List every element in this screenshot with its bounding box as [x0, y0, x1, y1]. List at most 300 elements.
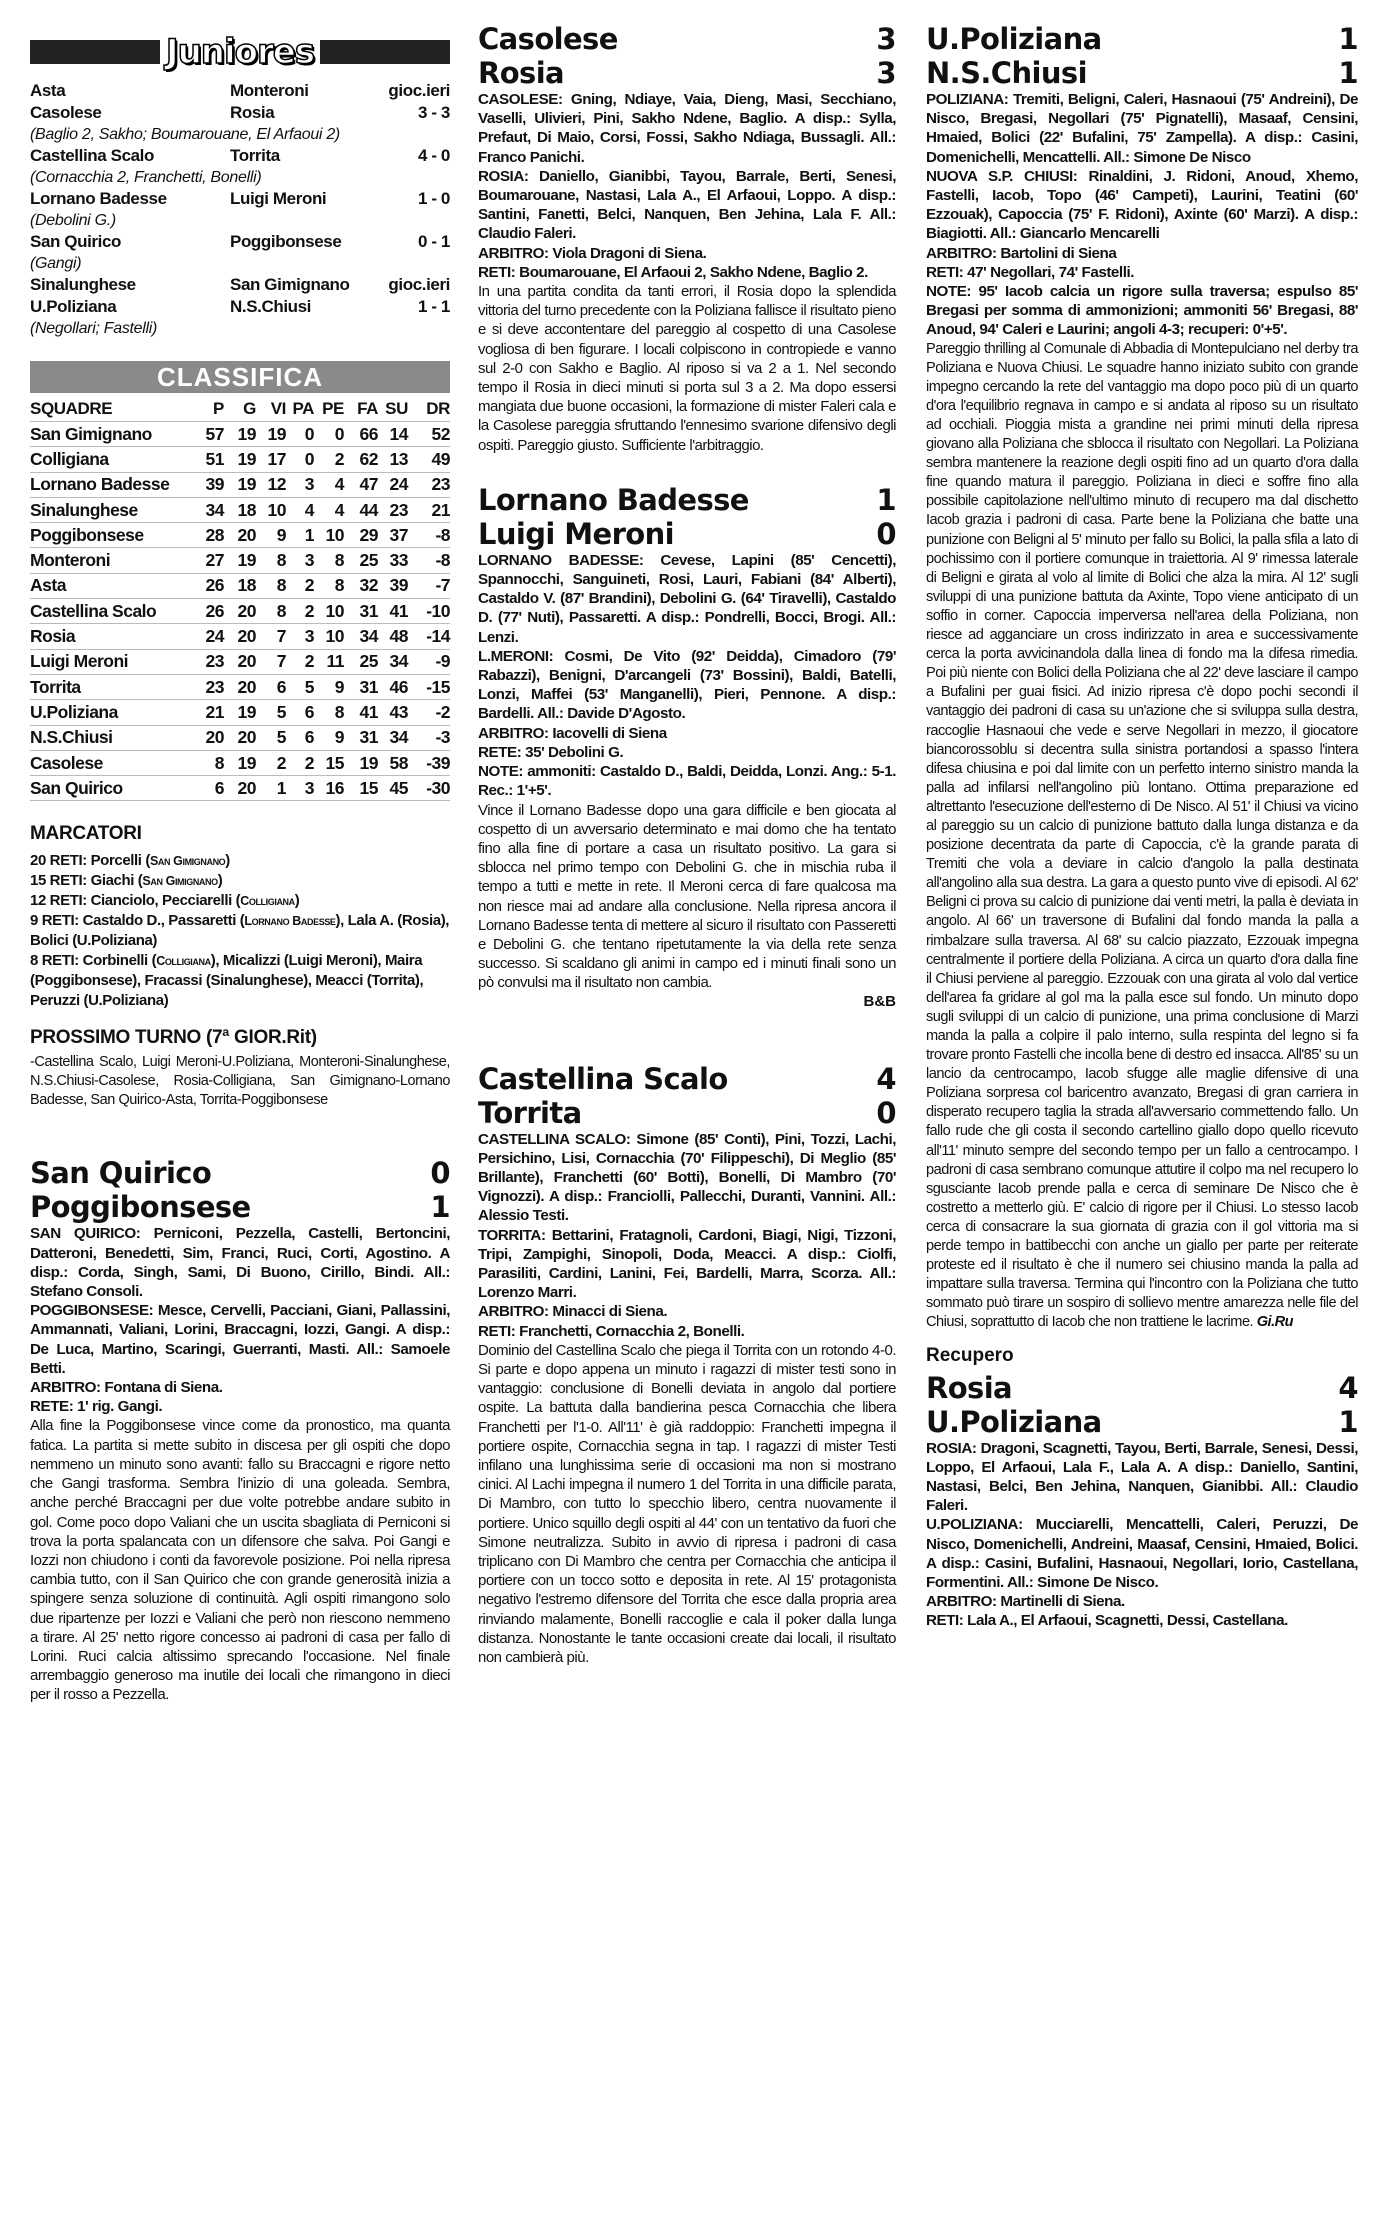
stat-cell: 19: [224, 750, 256, 775]
lineup-away: U.POLIZIANA: Mucciarelli, Mencattelli, Caleri, Peruzzi, De Nisco, Domenichelli, Andreini, Maasaf, Censini, Hmaied, Bolici. A disp.: Casini, Bufalini, Hasnaoui, Negollari, Iorio, Castellana, Formentini. All.: Simone De Nisco.: [926, 1516, 1358, 1591]
stat-cell: -8: [408, 548, 450, 573]
classifica-row: [30, 599, 450, 624]
away-team: U.Poliziana: [926, 1404, 1102, 1439]
stat-cell: 5: [256, 725, 286, 750]
team-name: Castellina Scalo: [30, 599, 190, 624]
stat-cell: 41: [378, 599, 408, 624]
classifica-header-cell: P: [190, 397, 224, 422]
stat-cell: 34: [344, 624, 378, 649]
classifica-row: [30, 523, 450, 548]
marcatori-tail: ), Lala A. (Rosia), Bolici (U.Poliziana): [30, 912, 450, 950]
match-sanquirico: [30, 1156, 450, 1704]
classifica-row: [30, 649, 450, 674]
classifica-header-cell: SQUADRE: [30, 397, 190, 422]
result-row: [30, 145, 450, 167]
stat-cell: -7: [408, 573, 450, 598]
stat-cell: 15: [344, 776, 378, 801]
result-score: 1 - 1: [417, 297, 450, 316]
stat-cell: 34: [378, 725, 408, 750]
stat-cell: 39: [378, 573, 408, 598]
match-casolese: [478, 22, 896, 455]
reti: RETE: 35' Debolini G.: [478, 743, 624, 761]
match-head-home: [478, 483, 896, 517]
column-left: [30, 0, 450, 1705]
team-name: Poggibonsese: [30, 523, 190, 548]
result-score: gioc.ieri: [388, 81, 450, 100]
stat-cell: 31: [344, 725, 378, 750]
away-score: 3: [876, 56, 896, 90]
result-home: Sinalunghese: [30, 275, 136, 294]
result-away: N.S.Chiusi: [230, 297, 312, 316]
match-report: Alla fine la Poggibonsese vince come da pronostico, ma quanta fatica. La partita si mette subito in discesa per gli ospiti che dopo nemmeno un minuto sono avanti: fallo su Braccagni e rigore netto che Gangi trasforma. Sembra l'inizio di una goleada. Sembra, anche perché Braccagni per due volte potrebbe andare subito in gol. Come poco dopo Valiani che un uscita sbagliata di Perniconi si trova la porta spalancata con un difensore che salva. Poi Gangi e Iozzi non chiudono i conti da favorevole posizione. Poi nella ripresa cambia tutto, con il San Quirico che con grande generosità inizia a spingere senza soluzione di continuità. Agli ospiti rimangono solo due ripartenze per Iozzi e Valiani che però non riescono nemmeno a tirare. Al 25' netto rigore concesso ai padroni di casa per fallo di Lorini. Ruci calcia altissimo sprecando l'occasione. Nel finale arrembaggio generoso ma inutile dei locali che rimangono in dieci per il rosso a Pezzella.: [30, 1417, 450, 1704]
stat-cell: 20: [224, 725, 256, 750]
stat-cell: 52: [408, 422, 450, 447]
lineup-home: CASTELLINA SCALO: Simone (85' Conti), Pini, Tozzi, Lachi, Persichino, Lisi, Cornacchia (70' Filippeschi), Di Meglio (85' Brillante), Franchetti (60' Botti), Bonelli, Di Mambro (70' Vignozzi). A disp.: Franciolli, Pallecchi, Duranti, Vannini. All.: Alessio Testi.: [478, 1130, 896, 1225]
stat-cell: 23: [190, 649, 224, 674]
marcatori-team: Colligiana: [240, 894, 295, 909]
home-score: 0: [430, 1156, 450, 1191]
stat-cell: 4: [314, 472, 344, 497]
stat-cell: -3: [408, 725, 450, 750]
classifica-table: [30, 397, 450, 801]
stat-cell: -8: [408, 523, 450, 548]
stat-cell: 46: [378, 674, 408, 699]
home-team: Castellina Scalo: [478, 1061, 728, 1096]
result-scorers: (Negollari; Fastelli): [30, 320, 158, 337]
marcatori-lead: 20 RETI: Porcelli (: [30, 852, 150, 870]
marcatori-title: MARCATORI: [30, 823, 142, 845]
marcatori-team: San Gimignano: [149, 854, 226, 869]
stat-cell: 29: [344, 523, 378, 548]
marcatori-list: [30, 851, 450, 1011]
result-score: 0 - 1: [417, 232, 450, 251]
match-head-away: [478, 517, 896, 551]
stat-cell: 10: [314, 523, 344, 548]
lineup-away: TORRITA: Bettarini, Fratagnoli, Cardoni, Biagi, Nigi, Tizzoni, Tripi, Zampighi, Sinopoli, Doda, Meacci. A disp.: Ciolfi, Parasiliti, Cardini, Lanini, Fei, Bardelli, Marra, Scorza. All.: Lorenzo Marri.: [478, 1226, 896, 1302]
stat-cell: 21: [408, 497, 450, 522]
result-home: Castellina Scalo: [30, 146, 154, 165]
result-row: [30, 274, 450, 296]
stat-cell: 7: [256, 624, 286, 649]
match-head-home: [30, 1156, 450, 1190]
stat-cell: 31: [344, 674, 378, 699]
stat-cell: 31: [344, 599, 378, 624]
marcatori-line: [30, 891, 450, 911]
match-head-home: [926, 1371, 1358, 1405]
stat-cell: 3: [286, 548, 314, 573]
classifica-header-cell: FA: [344, 397, 378, 422]
marcatori-line: [30, 951, 450, 1011]
stat-cell: 2: [256, 750, 286, 775]
marcatori-line: [30, 851, 450, 871]
away-team: Poggibonsese: [30, 1190, 251, 1225]
stat-cell: 34: [378, 649, 408, 674]
classifica-row: [30, 624, 450, 649]
classifica-row: [30, 422, 450, 447]
stat-cell: 25: [344, 548, 378, 573]
team-name: Monteroni: [30, 548, 190, 573]
stat-cell: 0: [286, 422, 314, 447]
stat-cell: -2: [408, 700, 450, 725]
stat-cell: 13: [378, 447, 408, 472]
stat-cell: 19: [224, 447, 256, 472]
match-head-home: [926, 22, 1358, 56]
stat-cell: 3: [286, 624, 314, 649]
classifica-header-cell: DR: [408, 397, 450, 422]
stat-cell: 20: [224, 624, 256, 649]
team-name: Casolese: [30, 750, 190, 775]
results-list: [30, 80, 450, 339]
stat-cell: 2: [286, 750, 314, 775]
match-recupero: [926, 1371, 1358, 1631]
team-name: Colligiana: [30, 447, 190, 472]
stat-cell: 57: [190, 422, 224, 447]
note: NOTE: ammoniti: Castaldo D., Baldi, Deidda, Lonzi. Ang.: 5-1. Rec.: 1'+5'.: [478, 763, 896, 800]
result-scorers: (Debolini G.): [30, 212, 116, 229]
match-report: Dominio del Castellina Scalo che piega il Torrita con un rotondo 4-0. Si parte e dopo appena un minuto i ragazzi di mister testi sono in vantaggio: conclusione di Bonelli deviata in angolo dal portiere ospite. La battuta dalla bandierina pesca Cornacchia che libera Franchetti per l'1-0. All'11' è già raddoppio: Franchetti impegna il portiere ospite, Cornacchia segna in tap. I ragazzi di mister Testi infilano una lunghissima serie di occasioni ma non si mostrano cinici. Al Lachi impegna il numero 1 del Torrita in una difficile parata, Di Mambro, con tutto lo specchio libero, centra nuovamente il portiere. Unico squillo degli ospiti al 44' con un tentativo da fuori che Simone neutralizza. Subito in avvio di ripresa i padroni di casa triplicano con Di Mambro che centra per Cornacchia che anticipa il portiere con un tocco sotto e deposita in rete. Al 15' protagonista negativo l'estremo difensore del Torrita che esce dalla propria area rinviando malamente, Bonelli raccoglie e cala il poker dalla lunga distanza. Nonostante le tante occasioni create dai locali, il risultato non cambierà più.: [478, 1341, 896, 1667]
lineup-home: SAN QUIRICO: Perniconi, Pezzella, Castelli, Bertoncini, Datteroni, Benedetti, Sim, Franci, Ruci, Corti, Agostino. A disp.: Corda, Singh, Sami, Di Buono, Cirillo, Bindi. All.: Stefano Consoli.: [30, 1225, 450, 1301]
stat-cell: -30: [408, 776, 450, 801]
result-home: Lornano Badesse: [30, 189, 167, 208]
stat-cell: 18: [224, 497, 256, 522]
stat-cell: 28: [190, 523, 224, 548]
column-right: [926, 0, 1358, 1631]
result-away: Rosia: [230, 103, 275, 122]
stat-cell: 1: [256, 776, 286, 801]
classifica-header-cell: SU: [378, 397, 408, 422]
reti: RETE: 1' rig. Gangi.: [30, 1398, 163, 1416]
stat-cell: 8: [314, 573, 344, 598]
home-score: 1: [876, 482, 896, 517]
juniores-title: Juniores: [160, 32, 320, 72]
match-head-away: [926, 56, 1358, 90]
stat-cell: -14: [408, 624, 450, 649]
stat-cell: 4: [286, 497, 314, 522]
team-name: Lornano Badesse: [30, 472, 190, 497]
stat-cell: 2: [286, 573, 314, 598]
stat-cell: 33: [378, 548, 408, 573]
stat-cell: 9: [314, 674, 344, 699]
column-middle: [478, 0, 896, 1667]
stat-cell: 10: [256, 497, 286, 522]
home-team: Rosia: [926, 1370, 1013, 1405]
match-report-text: Pareggio thrilling al Comunale di Abbadia di Montepulciano nel derby tra Poliziana e Nuova Chiusi. Le squadre hanno iniziato subito con grande impegno cercando la rete del vantaggio ma dopo poco più di un quarto d'ora l'equilibrio regnava in campo e si andata al riposo su un risultato ad occhiali. Pioggia mista a grandine nei primi minuti della ripresa giovano alla Poliziana che sblocca il risultato con Negollari. La Poliziana sembra mantenere la reazione degli ospiti fino ad un quarto d'ora dalla fine quando matura il pareggio. Poliziana in dieci e soffre fino alla possibile capitolazione nell'ultimo minuto di recupero ma dal dischetto Iacob grazia i padroni di casa. Parte bene la Poliziana che batte una punizione con Beligni al 5' minuto per fallo su Bolici, la palla sfila a lato di pochissimo con il portiere comunque in traiettoria. Al 9' rimessa laterale di Beligni e girata al volo al limite di Bolici che alza la mira. Al 12' sugli sviluppi di una punizione battuta da Axinte, Topo viene anticipato di un soffio in corner. Capoccia imperversa nell'area della Poliziana, non riesce ad agganciare un cross indirizzato in area e successivamente cerca la porta avvicinandola dalla linea di fondo ma la difesa rimedia. Poi più niente con Bolici della Poliziana che al 22' deve lasciare il campo a Bufalini per guai fisici. Ad inizio ripresa c'è dopo pochi secondi il vantaggio dei padroni di casa su un'azione che si sviluppa sulla destra, raccoglie Hasnaoui che vede e serve Negollari in mezzo, il giocatore biancorossoblu si decentra sulla sinistra portandosi a spasso l'intera difesa chiusina e poi dal limite con un perfetto interno sinistro manda la palla ad infilarsi nell'angolino più lontano. Ottima preparazione ed altrettanto l'esecuzione dell'esterno di De Nisco. Al 51' il Chiusi va vicino al pareggio su un calcio di punizione battuto dalla lunga distanza e da posizione decentrata da parte di Capoccia, c'è la grande parata di Tremiti che vola a deviare in calcio d'angolo la palla destinata all'angolino alla sua destra. La gara a questo punto vive di episodi. Al 62' Beligni ci prova su calcio di punizione dai venti metri, la palla è deviata in angolo. Al 66' un traversone di Bufalini dal fondo manda la palla a rimbalzare sulla traversa. Al 68' su calcio piazzato, Ezzouak impegna centralmente il portiere della Poliziana. A circa un quarto d'ora dalla fine il Chiusi perviene al pareggio. Ezzouak con una girata al volo dal vertice dell'area fa gridare al gol ma la palla esce sul fondo. Un minuto dopo sugli sviluppi di un calcio di punizione, una prima conclusione di Marzi manda la palla a colpire il palo interno, sulla respinta del legno si fa trovare pronto Fastelli che incolla bene di destro ed insacca. All'85' su un lancio da centrocampo, Iacob sfugge alle maglie difensive di una Poliziana sorpresa col baricentro avanzato, Bregasi di gran carriera in disperato recupero taglia la strada all'avversario commettendo fallo. Un fallo rude che gli costa il secondo cartellino giallo dopo quello ricevuto all'11' minuto sempre del secondo tempo per un fallo a centrocampo. I padroni di casa sembrano comunque attutire il colpo ma nel recupero lo sgusciante Iacob prende palla e cerca di seminare De Nisco che è costretto a metterlo giù. E' calcio di rigore per il Chiusi. Lo stesso Iacob cerca di consacrare la sua giornata di grazia con il gol vittoria ma si perde tempo in battibecchi con anche un giallo per parte per reiterate proteste ed il risultato è che il numero sei chiusino manda la palla ad impattare sulla traversa. Termina qui l'incontro con la Poliziana che tutto sommato può tirare un sospiro di sollievo mentre amarezza nelle file del Chiusi, soprattutto di Iacob che non trattiene le lacrime.: [926, 340, 1358, 1331]
stat-cell: 19: [224, 472, 256, 497]
note: NOTE: 95' Iacob calcia un rigore sulla traversa; espulso 85' Bregasi per somma di ammonizioni; ammoniti 56' Bregasi, 88' Anoud, 94' Caleri e Laurini; angoli 4-3; recuperi: 0'+5'.: [926, 283, 1358, 339]
arbitro: ARBITRO: Martinelli di Siena.: [926, 1593, 1125, 1611]
classifica-row: [30, 548, 450, 573]
stat-cell: 32: [344, 573, 378, 598]
reti: RETI: Franchetti, Cornacchia 2, Bonelli.: [478, 1322, 745, 1340]
away-score: 1: [430, 1190, 450, 1225]
stat-cell: 8: [256, 599, 286, 624]
lineup-away: POGGIBONSESE: Mesce, Cervelli, Pacciani, Giani, Pallassini, Ammannati, Valiani, Lorini, Braccagni, Iozzi, Gangi. A disp.: De Luca, Martino, Scaringi, Guerranti, Masti. All.: Samoele Betti.: [30, 1302, 450, 1377]
stat-cell: 14: [378, 422, 408, 447]
marcatori-line: [30, 911, 450, 951]
away-team: N.S.Chiusi: [926, 56, 1087, 90]
away-team: Torrita: [478, 1095, 582, 1130]
stat-cell: 16: [314, 776, 344, 801]
arbitro: ARBITRO: Viola Dragoni di Siena.: [478, 244, 707, 262]
home-team: U.Poliziana: [926, 22, 1102, 56]
result-row: [30, 296, 450, 318]
stat-cell: 6: [190, 776, 224, 801]
stat-cell: 2: [314, 447, 344, 472]
arbitro: ARBITRO: Minacci di Siena.: [478, 1303, 668, 1321]
classifica-row: [30, 447, 450, 472]
stat-cell: 0: [286, 447, 314, 472]
result-away: Poggibonsese: [230, 232, 342, 251]
stat-cell: 34: [190, 497, 224, 522]
classifica-header-row: [30, 397, 450, 422]
away-score: 1: [1338, 1404, 1358, 1439]
stat-cell: 27: [190, 548, 224, 573]
match-head-away: [30, 1190, 450, 1224]
lineup-home: LORNANO BADESSE: Cevese, Lapini (85' Cencetti), Spannocchi, Sanguineti, Rosi, Lauri, Fabiani (84' Alberti), Castaldo V. (87' Brandini), Debolini G. (64' Tiravelli), Castaldo D. (77' Nuti), Passaretti. A disp.: Pondrelli, Bocci, Brogi. All.: Lenzi.: [478, 551, 896, 646]
stat-cell: -10: [408, 599, 450, 624]
marcatori-team: Colligiana: [156, 954, 211, 969]
stat-cell: 9: [256, 523, 286, 548]
stat-cell: 10: [314, 624, 344, 649]
result-scorers: (Baglio 2, Sakho; Boumarouane, El Arfaoui 2): [30, 126, 340, 143]
away-score: 0: [876, 1095, 896, 1130]
result-home: Asta: [30, 81, 66, 100]
match-head-home: [478, 22, 896, 56]
stat-cell: 3: [286, 472, 314, 497]
marcatori-tail: ): [217, 872, 223, 890]
stat-cell: 18: [224, 573, 256, 598]
result-row: [30, 231, 450, 253]
stat-cell: 19: [224, 422, 256, 447]
stat-cell: 5: [286, 674, 314, 699]
home-score: 4: [876, 1061, 896, 1096]
home-team: Lornano Badesse: [478, 482, 749, 517]
stat-cell: 6: [286, 725, 314, 750]
stat-cell: 12: [256, 472, 286, 497]
match-report: Vince il Lornano Badesse dopo una gara difficile e ben giocata al cospetto di un avversario determinato e mai domo che ha tentato fino alla fine di portare a casa un risultato positivo. La gara si sblocca nel primo tempo con Debolini G. che in mischia ruba il tempo a tutti e mette in rete. Il Meroni cerca di fare qualcosa ma non riesce mai ad andare alla conclusione. Nella ripresa ancora il Lornano Badesse tenta di mettere al sicuro il risultato con Passeretti e Debolini G. che tentano ripetutamente la via della rete senza successo. Si scaldano gli animi in campo ed i minuti finali sono un pò convulsi ma il risultato non cambia.: [478, 801, 896, 992]
away-score: 0: [876, 516, 896, 551]
lineup-away: NUOVA S.P. CHIUSI: Rinaldini, J. Ridoni, Anoud, Xhemo, Fastelli, Iacob, Topo (46' Campeti), Laurini, Teatini (60' Ezzouak), Capoccia (75' F. Ridoni), Axinte (60' Marzi). A disp.: Biagiotti. All.: Giancarlo Mencarelli: [926, 167, 1358, 243]
classifica-header-cell: PE: [314, 397, 344, 422]
stat-cell: 8: [314, 700, 344, 725]
match-lornano: [478, 483, 896, 1010]
stat-cell: 43: [378, 700, 408, 725]
marcatori-line: [30, 871, 450, 891]
stat-cell: 47: [344, 472, 378, 497]
lineup-away: L.MERONI: Cosmi, De Vito (92' Deidda), Cimadoro (79' Rabazzi), Benigni, D'arcangeli (73' Bossini), Baldi, Batelli, Lonzi, Maffei (53' Manganelli), Pieri, Pennone. A disp.: Bardelli. All.: Davide D'Agosto.: [478, 647, 896, 723]
stat-cell: 44: [344, 497, 378, 522]
away-team: Rosia: [478, 56, 565, 90]
team-name: San Quirico: [30, 776, 190, 801]
stat-cell: 24: [378, 472, 408, 497]
stat-cell: 4: [314, 497, 344, 522]
match-poliziana: [926, 22, 1358, 1333]
stat-cell: 39: [190, 472, 224, 497]
stat-cell: 19: [224, 548, 256, 573]
classifica-row: [30, 573, 450, 598]
classifica-row: [30, 472, 450, 497]
result-away: Monteroni: [230, 81, 309, 100]
stat-cell: -39: [408, 750, 450, 775]
team-name: Asta: [30, 573, 190, 598]
stat-cell: 45: [378, 776, 408, 801]
stat-cell: 20: [224, 776, 256, 801]
stat-cell: 23: [408, 472, 450, 497]
stat-cell: 2: [286, 599, 314, 624]
stat-cell: 8: [314, 548, 344, 573]
stat-cell: 9: [314, 725, 344, 750]
stat-cell: 15: [314, 750, 344, 775]
classifica-body: [30, 422, 450, 801]
result-row: [30, 80, 450, 102]
home-score: 4: [1338, 1370, 1358, 1405]
recupero-label: Recupero: [926, 1344, 1014, 1366]
reti: RETI: Lala A., El Arfaoui, Scagnetti, Dessi, Castellana.: [926, 1612, 1288, 1630]
stat-cell: 20: [224, 599, 256, 624]
stat-cell: 2: [286, 649, 314, 674]
stat-cell: 8: [190, 750, 224, 775]
stat-cell: 10: [314, 599, 344, 624]
classifica-row: [30, 674, 450, 699]
classifica-header-cell: G: [224, 397, 256, 422]
marcatori-team: Lornano Badesse: [244, 914, 336, 929]
stat-cell: 20: [224, 674, 256, 699]
match-head-away: [478, 1096, 896, 1130]
away-score: 1: [1338, 56, 1358, 90]
juniores-banner: [30, 32, 450, 72]
prossimo-title: PROSSIMO TURNO (7ª GIOR.Rit): [30, 1027, 317, 1049]
arbitro: ARBITRO: Bartolini di Siena: [926, 244, 1117, 262]
home-score: 3: [876, 22, 896, 56]
team-name: San Gimignano: [30, 422, 190, 447]
stat-cell: 49: [408, 447, 450, 472]
classifica-banner: [30, 361, 450, 393]
stat-cell: -15: [408, 674, 450, 699]
stat-cell: 48: [378, 624, 408, 649]
result-away: San Gimignano: [230, 275, 350, 294]
match-report: [926, 340, 1358, 1333]
lineup-home: ROSIA: Dragoni, Scagnetti, Tayou, Berti, Barrale, Senesi, Dessi, Loppo, El Arfaoui, Lala F., Lala A. A disp.: Daniello, Santini, Nastasi, Belci, Ben Jehina, Nanquen, Gianibbi. All.: Claudio Faleri.: [926, 1439, 1358, 1515]
classifica-header-cell: VI: [256, 397, 286, 422]
stat-cell: 23: [190, 674, 224, 699]
marcatori-tail: ): [294, 892, 300, 910]
lineup-home: POLIZIANA: Tremiti, Beligni, Caleri, Hasnaoui (75' Andreini), De Nisco, Bregasi, Negollari (75' Pignatelli), Masaaf, Censini, Hmaied, Bolici (22' Bufalini, 75' Zampella). A disp.: Casini, Domenichelli, Mencattelli. All.: Simone De Nisco: [926, 91, 1358, 166]
result-score: 1 - 0: [417, 189, 450, 208]
away-team: Luigi Meroni: [478, 516, 674, 551]
stat-cell: 23: [378, 497, 408, 522]
stat-cell: 20: [224, 523, 256, 548]
stat-cell: 26: [190, 599, 224, 624]
result-home: U.Poliziana: [30, 297, 117, 316]
stat-cell: 17: [256, 447, 286, 472]
stat-cell: 5: [256, 700, 286, 725]
lineup-home: CASOLESE: Gning, Ndiaye, Vaia, Dieng, Masi, Secchiano, Vaselli, Ulivieri, Pini, Sakho Ndene, Baglio. A disp.: Sylla, Prefaut, Di Maio, Corsi, Fossi, Sakho Ndiaga, Bussagli. All.: Franco Panichi.: [478, 91, 896, 166]
stat-cell: 25: [344, 649, 378, 674]
lineup-away: ROSIA: Daniello, Gianibbi, Tayou, Barrale, Berti, Senesi, Boumarouane, Nastasi, Lala A., El Arfaoui, Loppo. A disp.: Santini, Fanetti, Belci, Nanquen, Ben Jehina, Lala F. All.: Claudio Faleri.: [478, 167, 896, 243]
result-row: [30, 102, 450, 124]
signature: Gi.Ru: [1256, 1314, 1294, 1331]
stat-cell: 7: [256, 649, 286, 674]
team-name: Sinalunghese: [30, 497, 190, 522]
marcatori-team: San Gimignano: [142, 874, 218, 889]
result-away: Torrita: [230, 146, 280, 165]
team-name: N.S.Chiusi: [30, 725, 190, 750]
match-head-away: [478, 56, 896, 90]
home-team: San Quirico: [30, 1156, 212, 1191]
marcatori-lead: 15 RETI: Giachi (: [30, 872, 143, 890]
match-head-home: [478, 1062, 896, 1096]
match-report: In una partita condita da tanti errori, il Rosia dopo la splendida vittoria del turno precedente con la Poliziana fallisce il risultato pieno e si deve accontentare del pareggio al cospetto di una Casolese vogliosa di ben figurare. I locali colpiscono in contropiede e vanno sul 2-0 con Sakho e Baglio. Al riposo si va 2 a 1. Nel secondo tempo il Rosia in dieci minuti si porta sul 3 a 2. Ma dopo essersi mangiata due buone occasioni, la formazione di mister Faleri cala e la Casolese pareggia sfruttando l'ennesimo svarione difensivo degli ospiti. Pareggio giusto. Sufficiente l'arbitraggio.: [478, 283, 896, 454]
stat-cell: 19: [344, 750, 378, 775]
stat-cell: 66: [344, 422, 378, 447]
match-castellina: [478, 1062, 896, 1668]
stat-cell: 1: [286, 523, 314, 548]
classifica-row: [30, 700, 450, 725]
marcatori-tail: ): [225, 852, 230, 870]
result-home: San Quirico: [30, 232, 122, 251]
reti: RETI: 47' Negollari, 74' Fastelli.: [926, 263, 1134, 281]
home-score: 1: [1338, 22, 1358, 56]
team-name: U.Poliziana: [30, 700, 190, 725]
stat-cell: 3: [286, 776, 314, 801]
classifica-row: [30, 497, 450, 522]
stat-cell: 6: [256, 674, 286, 699]
signature: B&B: [863, 992, 896, 1010]
stat-cell: 62: [344, 447, 378, 472]
result-scorers: (Cornacchia 2, Franchetti, Bonelli): [30, 169, 262, 186]
stat-cell: 6: [286, 700, 314, 725]
prossimo-text: -Castellina Scalo, Luigi Meroni-U.Poliziana, Monteroni-Sinalunghese, N.S.Chiusi-Casolese, Rosia-Colligiana, San Gimignano-Lornano Badesse, San Quirico-Asta, Torrita-Poggibonsese: [30, 1054, 450, 1109]
stat-cell: 0: [314, 422, 344, 447]
classifica-row: [30, 776, 450, 801]
stat-cell: 41: [344, 700, 378, 725]
home-team: Casolese: [478, 22, 618, 56]
result-score: 4 - 0: [417, 146, 450, 165]
stat-cell: 8: [256, 573, 286, 598]
stat-cell: 37: [378, 523, 408, 548]
arbitro: ARBITRO: Iacovelli di Siena: [478, 724, 667, 742]
stat-cell: 8: [256, 548, 286, 573]
reti: RETI: Boumarouane, El Arfaoui 2, Sakho Ndene, Baglio 2.: [478, 263, 868, 281]
result-row: [30, 188, 450, 210]
stat-cell: 24: [190, 624, 224, 649]
team-name: Luigi Meroni: [30, 649, 190, 674]
stat-cell: 58: [378, 750, 408, 775]
arbitro: ARBITRO: Fontana di Siena.: [30, 1379, 223, 1397]
stat-cell: 20: [190, 725, 224, 750]
marcatori-lead: 12 RETI: Cianciolo, Pecciarelli (: [30, 892, 241, 910]
result-away: Luigi Meroni: [230, 189, 327, 208]
classifica-title: CLASSIFICA: [157, 361, 323, 392]
stat-cell: 20: [224, 649, 256, 674]
match-head-away: [926, 1405, 1358, 1439]
stat-cell: 51: [190, 447, 224, 472]
classifica-row: [30, 750, 450, 775]
stat-cell: 19: [224, 700, 256, 725]
classifica-row: [30, 725, 450, 750]
stat-cell: 26: [190, 573, 224, 598]
marcatori-lead: 8 RETI: Corbinelli (: [30, 952, 157, 970]
team-name: Rosia: [30, 624, 190, 649]
result-score: gioc.ieri: [388, 275, 450, 294]
result-scorers: (Gangi): [30, 255, 82, 272]
team-name: Torrita: [30, 674, 190, 699]
result-score: 3 - 3: [417, 103, 450, 122]
stat-cell: 19: [256, 422, 286, 447]
result-home: Casolese: [30, 103, 102, 122]
marcatori-tail: ), Micalizzi (Luigi Meroni), Maira (Poggibonsese), Fracassi (Sinalunghese), Meacci (Torrita), Peruzzi (U.Poliziana): [30, 952, 424, 1010]
stat-cell: 11: [314, 649, 344, 674]
